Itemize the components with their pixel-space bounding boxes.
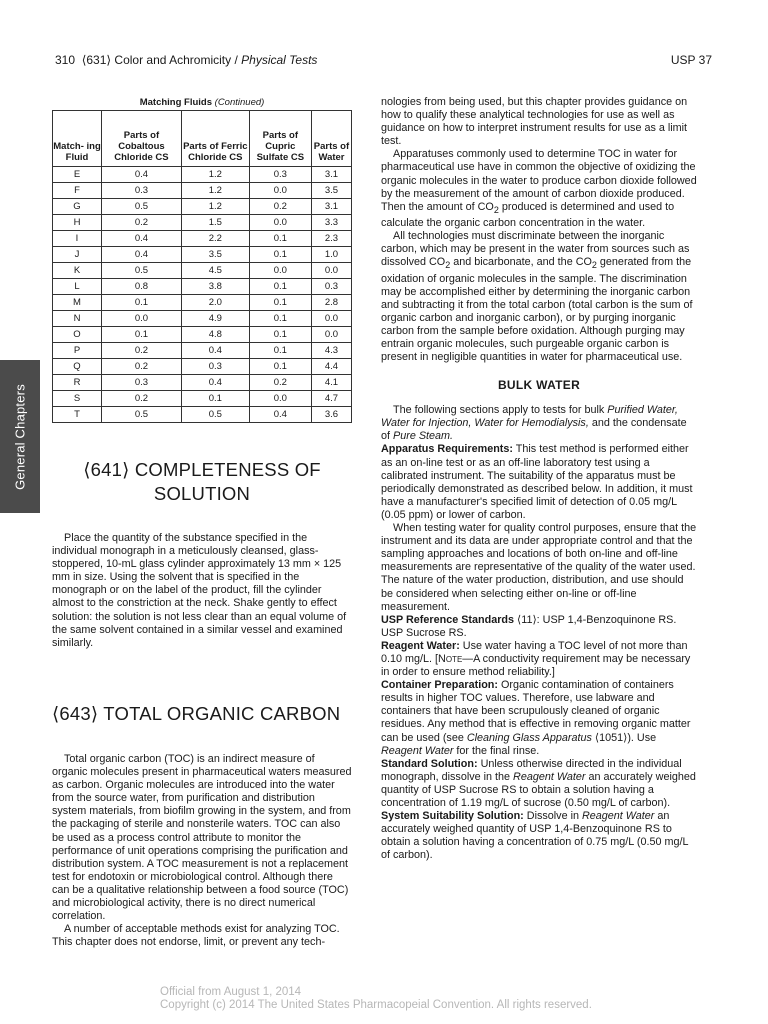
table-row: [53, 247, 352, 263]
table-cell: 3.3: [311, 215, 351, 231]
table-title-suffix: (Continued): [214, 97, 265, 108]
reagent-water: [381, 640, 697, 679]
container-reagent: Reagent Water: [381, 744, 454, 757]
sys-text-b: an accurately weighed quantity of USP 1,4-Benzoquinone RS to obtain a solution having a concentration of 0.75 mg/L (0.50 mg/L of carbon).: [381, 810, 689, 862]
sys-reagent: Reagent Water: [581, 810, 655, 823]
left-column: [52, 96, 352, 423]
pure-steam: Pure Steam.: [393, 430, 454, 443]
reagent-label: Reagent Water:: [381, 639, 460, 652]
apparatus-req-label: Apparatus Requirements:: [381, 443, 513, 456]
table-cell: 1.2: [181, 183, 249, 199]
table-cell: 4.9: [181, 311, 249, 327]
bulk-water-heading: BULK WATER: [497, 378, 581, 393]
section-641-title-text: ⟨641⟩ COMPLETENESS OF SOLUTION: [83, 459, 321, 504]
container-preparation: [381, 679, 697, 758]
table-cell: 0.4: [102, 167, 182, 183]
table-cell: 0.2: [102, 215, 182, 231]
apparatus-text-b: produced is determined and used to calculate the organic carbon concentration in the water.: [381, 200, 675, 229]
table-cell: 0.0: [249, 215, 311, 231]
table-cell: 4.4: [311, 359, 351, 375]
table-cell: 0.4: [249, 407, 311, 423]
table-cell: M: [53, 295, 102, 311]
side-tab-label: General Chapters: [12, 383, 28, 490]
right-column: [381, 96, 697, 862]
reagent-text-b: —A conductivity requirement may be necessary in order to ensure method reliability.]: [381, 652, 691, 679]
table-cell: 0.0: [249, 263, 311, 279]
table-cell: F: [53, 183, 102, 199]
technologies-paragraph: [381, 230, 697, 364]
subscript: 2: [591, 260, 597, 271]
std-reagent: Reagent Water: [513, 770, 586, 783]
table-cell: 0.2: [102, 391, 182, 407]
table-cell: 0.4: [102, 231, 182, 247]
matching-fluids-table: [52, 110, 352, 423]
table-cell: 0.1: [249, 327, 311, 343]
table-cell: 4.8: [181, 327, 249, 343]
reference-standards: [381, 614, 697, 640]
table-cell: 3.8: [181, 279, 249, 295]
section-641-title: [52, 458, 352, 506]
bulk-intro: [381, 404, 697, 443]
table-cell: 0.1: [249, 231, 311, 247]
table-cell: O: [53, 327, 102, 343]
table-cell: 0.1: [249, 247, 311, 263]
table-cell: 0.2: [102, 343, 182, 359]
table-cell: 0.4: [181, 375, 249, 391]
table-header-cell: Match- ing Fluid: [53, 111, 102, 167]
table-row: [53, 295, 352, 311]
table-cell: L: [53, 279, 102, 295]
table-cell: 1.2: [181, 167, 249, 183]
container-text-c: for the final rinse.: [453, 744, 540, 757]
reagent-text-a: Use water having a TOC level of not more than 0.10 mg/L. [: [381, 639, 688, 665]
quality-control-paragraph: When testing water for quality control purposes, ensure that the instrument and its data are under appropriate control and that the sampling approaches and locations of both on-line and off-line measurements are representative of the quality of the water used. The nature of the water production, distribution, and use should be considered when selecting either on-line or off-line measurement.: [381, 522, 697, 613]
table-cell: 0.1: [249, 311, 311, 327]
table-cell: 0.0: [102, 311, 182, 327]
table-row: [53, 263, 352, 279]
table-header-row: [53, 111, 352, 167]
std-text-b: an accurately weighed quantity of USP Sucrose RS to obtain a solution having a concentration of 1.19 mg/L of sucrose (0.50 mg/L of carbon).: [381, 770, 696, 809]
table-cell: 0.0: [311, 311, 351, 327]
table-row: [53, 231, 352, 247]
table-header-cell: Parts of Ferric Chloride CS: [181, 111, 249, 167]
apparatus-paragraph: [381, 148, 697, 230]
apparatus-req-text: This test method is performed either as an on-line test or as an off-line laboratory test using a calibrated instrument. The suitability of the apparatus must be periodically demonstrated as described below. In addition, it must have a manufacturer's specified limit of detection of 0.05 mg/L (0.05 ppm) or lower of carbon.: [381, 443, 693, 521]
bulk-waters: Purified Water, Water for Injection, Water for Hemodialysis,: [381, 404, 678, 430]
table-title-text: Matching Fluids: [139, 97, 213, 108]
table-cell: 4.1: [311, 375, 351, 391]
container-label: Container Preparation:: [381, 679, 498, 692]
std-text-a: Unless otherwise directed in the individual monograph, dissolve in the: [381, 757, 682, 783]
table-cell: 0.1: [249, 359, 311, 375]
table-row: [53, 279, 352, 295]
toc-paragraph-2: A number of acceptable methods exist for analyzing TOC. This chapter does not endorse, limit, or prevent any tech-: [52, 923, 340, 949]
table-cell: 0.3: [102, 375, 182, 391]
system-suitability-solution: [381, 810, 697, 862]
table-cell: 0.8: [102, 279, 182, 295]
container-text-a: Organic contamination of containers results in higher TOC values. Therefore, use labware and containers that have been scrupulously cleaned of organic residues. Any method that is effective in removing organic matter can be used (see: [381, 679, 691, 744]
table-row: [53, 215, 352, 231]
header-left: [55, 53, 317, 67]
table-cell: 0.0: [249, 183, 311, 199]
table-cell: K: [53, 263, 102, 279]
table-cell: 3.5: [181, 247, 249, 263]
page-footer: [160, 986, 592, 1012]
tech-text-a: All technologies must discriminate between the inorganic carbon, which may be present in the water from sources such as dissolved CO: [381, 230, 690, 269]
bulk-text-a: The following sections apply to tests for bulk: [393, 404, 608, 417]
table-cell: 0.5: [102, 199, 182, 215]
table-cell: 2.8: [311, 295, 351, 311]
sys-text-a: Dissolve in: [523, 810, 582, 823]
section-name: Physical Tests: [241, 53, 318, 67]
table-cell: 0.0: [311, 327, 351, 343]
table-cell: 0.2: [249, 375, 311, 391]
table-title: [52, 96, 352, 110]
table-row: [53, 183, 352, 199]
table-cell: 0.1: [102, 295, 182, 311]
table-cell: E: [53, 167, 102, 183]
table-cell: 2.2: [181, 231, 249, 247]
book-label: USP 37: [670, 53, 712, 67]
table-cell: 0.0: [311, 263, 351, 279]
apparatus-text-a: Apparatuses commonly used to determine TOC in water for pharmaceutical use have in common the objective of oxidizing the organic molecules in the water to produce carbon dioxide followed by the measurement of the amount of carbon dioxide produced. Then the amount of CO: [381, 148, 697, 213]
table-cell: 1.0: [311, 247, 351, 263]
standard-solution: [381, 758, 697, 810]
table-cell: 0.1: [249, 343, 311, 359]
table-cell: 0.2: [249, 199, 311, 215]
table-cell: N: [53, 311, 102, 327]
std-label: Standard Solution:: [381, 757, 478, 770]
section-643-title: [52, 702, 352, 726]
table-cell: 0.3: [311, 279, 351, 295]
apparatus-requirements: [381, 443, 697, 522]
note-label: Note: [438, 652, 463, 665]
container-text-b: ⟨1051⟩). Use: [591, 731, 657, 744]
table-body: [53, 167, 352, 423]
table-cell: 0.1: [249, 279, 311, 295]
table-cell: 3.5: [311, 183, 351, 199]
table-cell: 0.1: [181, 391, 249, 407]
table-cell: 4.3: [311, 343, 351, 359]
chapter-ref: ⟨631⟩ Color and Achromicity /: [81, 53, 238, 67]
ref-label: USP Reference Standards: [381, 613, 515, 626]
subscript: 2: [493, 204, 499, 215]
page-number: 310: [55, 53, 76, 67]
table-cell: 2.0: [181, 295, 249, 311]
table-cell: 0.3: [249, 167, 311, 183]
container-ref: Cleaning Glass Apparatus: [466, 731, 592, 744]
table-cell: 4.5: [181, 263, 249, 279]
table-cell: G: [53, 199, 102, 215]
table-row: [53, 343, 352, 359]
table-cell: 3.1: [311, 199, 351, 215]
table-cell: 0.1: [102, 327, 182, 343]
tech-text-c: generated from the oxidation of organic molecules in the sample. The discrimination may be accomplished either by determining the inorganic carbon and subtracting it from the total carbon (total carbon is the sum of organic carbon and inorganic carbon), or by purging inorganic carbon from the sample before oxidation. Although purging may entrain organic molecules, such purgeable organic carbon is present in negligible quantities in water for pharmaceutical use.: [381, 256, 693, 364]
table-row: [53, 391, 352, 407]
table-cell: 0.0: [249, 391, 311, 407]
bulk-text-b: and the condensate of: [381, 417, 687, 443]
table-cell: 0.3: [102, 183, 182, 199]
footer-copyright: Copyright (c) 2014 The United States Pharmacopeial Convention. All rights reserved.: [160, 999, 592, 1011]
table-cell: 0.5: [181, 407, 249, 423]
table-cell: I: [53, 231, 102, 247]
page-header: [55, 53, 712, 69]
table-cell: J: [53, 247, 102, 263]
sys-label: System Suitability Solution:: [381, 810, 524, 823]
table-cell: Q: [53, 359, 102, 375]
table-cell: 0.4: [102, 247, 182, 263]
table-row: [53, 327, 352, 343]
table-header-cell: Parts of Cobaltous Chloride CS: [102, 111, 182, 167]
table-cell: 1.2: [181, 199, 249, 215]
table-cell: R: [53, 375, 102, 391]
table-cell: 0.5: [102, 263, 182, 279]
table-cell: 0.4: [181, 343, 249, 359]
table-cell: H: [53, 215, 102, 231]
table-cell: 0.1: [249, 295, 311, 311]
table-row: [53, 199, 352, 215]
table-cell: 3.1: [311, 167, 351, 183]
table-cell: S: [53, 391, 102, 407]
ref-text: USP 1,4-Benzoquinone RS. USP Sucrose RS.: [381, 613, 677, 639]
table-row: [53, 407, 352, 423]
subscript: 2: [445, 260, 451, 271]
section-643-body: [52, 753, 352, 949]
table-cell: T: [53, 407, 102, 423]
table-cell: 1.5: [181, 215, 249, 231]
table-cell: 0.3: [181, 359, 249, 375]
toc-paragraph-cont: nologies from being used, but this chapter provides guidance on how to qualify these analytical technologies for use as well as guidance on how to interpret instrument results for use as a limit test.: [381, 96, 688, 148]
section-641-body: [52, 532, 352, 650]
table-cell: 0.5: [102, 407, 182, 423]
ref-chapter: ⟨11⟩:: [514, 613, 540, 626]
table-header-cell: Parts of Water: [311, 111, 351, 167]
section-643-title-text: ⟨643⟩ TOTAL ORGANIC CARBON: [52, 703, 341, 724]
table-cell: 3.6: [311, 407, 351, 423]
table-row: [53, 311, 352, 327]
table-cell: 0.2: [102, 359, 182, 375]
toc-paragraph-1: Total organic carbon (TOC) is an indirect measure of organic molecules present in pharmaceutical waters measured as carbon. Organic molecules are introduced into the water from the source water, from purification and distribution system materials, from biofilm growing in the system, and from the packaging of sterile and nonsterile waters. TOC can also be used as a process control attribute to monitor the performance of unit operations comprising the purification and distribution system. A TOC measurement is not a replacement test for endotoxin or microbiological control. Although there can be a qualitative relationship between a food source (TOC) and microbiological activity, there is no direct numerical correlation.: [52, 753, 352, 923]
section-641-paragraph: Place the quantity of the substance specified in the individual monograph in a meticulously cleansed, glass-stoppered, 10-mL glass cylinder approximately 13 mm × 125 mm in size. Using the solvent that is specified in the monograph or on the label of the product, fill the cylinder almost to the constriction at the neck. Shake gently to effect solution: the solution is not less clear than an equal volume of the same solvent contained in a similar vessel and examined similarly.: [52, 532, 347, 649]
table-cell: 4.7: [311, 391, 351, 407]
tech-text-b: and bicarbonate, and the CO: [450, 256, 592, 269]
table-row: [53, 167, 352, 183]
table-cell: 2.3: [311, 231, 351, 247]
table-cell: P: [53, 343, 102, 359]
table-header-cell: Parts of Cupric Sulfate CS: [249, 111, 311, 167]
side-tab: [0, 360, 40, 513]
footer-official: Official from August 1, 2014: [160, 986, 302, 998]
table-row: [53, 375, 352, 391]
table-row: [53, 359, 352, 375]
